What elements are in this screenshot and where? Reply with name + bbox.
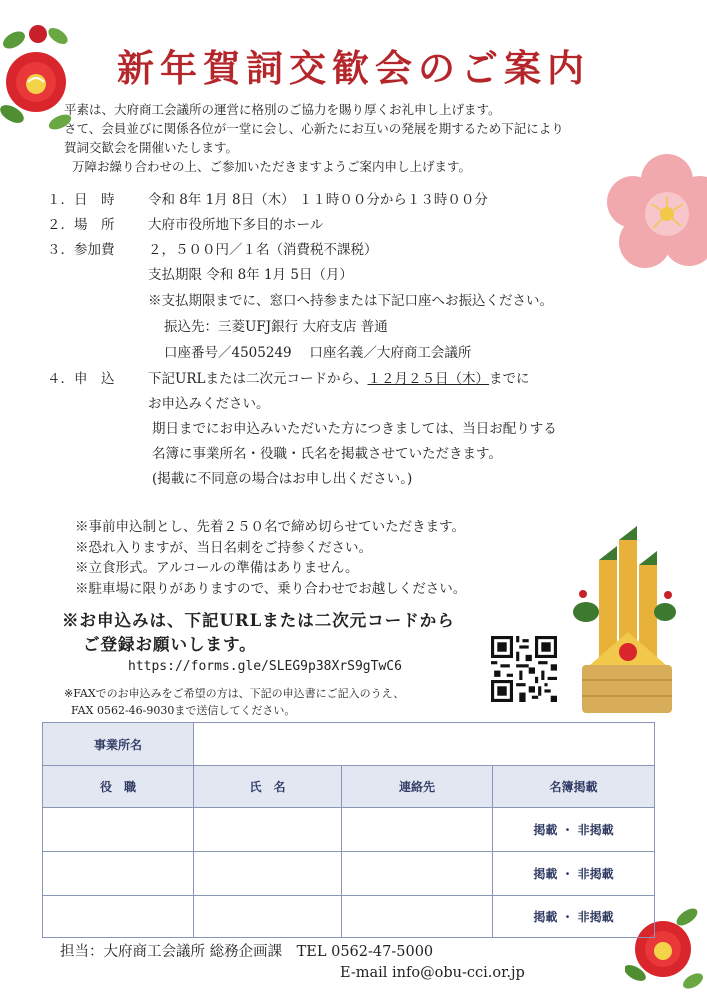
position-field[interactable] [43, 852, 194, 896]
apply-line-4: 名簿に事業所名・役職・氏名を掲載させていただきます。 [152, 446, 502, 462]
apply-line-2: お申込みください。 [148, 396, 270, 412]
apply-line-5: (掲載に不同意の場合はお申し出ください。) [152, 471, 413, 487]
table-row [43, 808, 655, 852]
account-info: 口座番号／4505249 口座名義／大府商工会議所 [164, 345, 472, 361]
listing-header: 名簿掲載 [493, 766, 655, 808]
intro-text: 平素は、大府商工会議所の運営に格別のご協力を賜り厚くお礼申し上げます。 さて、会員並びに関係各位が一堂に会し、心新たにお互いの発展を期するため下記により 賀詞交歓会を開催いたします。 万障お繰り合わせの上、ご参加いただきますようご案内申し上げます。 [64, 102, 564, 174]
apply-line-3: 期日までにお申込みいただいた方につきましては、当日お配りする [152, 421, 557, 437]
note-item: ※駐車場に限りがありますので、乗り合わせでお越しください。 [75, 581, 467, 597]
table-row [43, 896, 655, 938]
apply-online-heading: ※お申込みは、下記URLまたは二次元コードから [62, 611, 455, 630]
application-form-table [42, 722, 655, 938]
listing-option[interactable]: 掲載 ・ 非掲載 [493, 852, 655, 896]
note-item: ※事前申込制とし、先着２５０名で締め切らせていただきます。 [75, 519, 466, 535]
payment-deadline: 支払期限 令和 8年 1月 5日（月） [148, 267, 353, 283]
name-field[interactable] [194, 852, 342, 896]
note-item: ※恐れ入りますが、当日名刺をご持参ください。 [75, 540, 372, 556]
bank-info: 振込先：三菱UFJ銀行 大府支店 普通 [164, 319, 388, 335]
office-label: 事業所名 [43, 723, 194, 766]
fee-label: ３．参加費 [47, 242, 115, 258]
listing-option[interactable]: 掲載 ・ 非掲載 [493, 896, 655, 938]
position-field[interactable] [43, 896, 194, 938]
listing-option[interactable]: 掲載 ・ 非掲載 [493, 808, 655, 852]
plum-blossom-icon [605, 152, 707, 277]
name-field[interactable] [194, 896, 342, 938]
payment-note: ※支払期限までに、窓口へ持参または下記口座へお振込ください。 [148, 293, 553, 309]
date-value: 令和 8年 1月 8日（木） １１時００分から１３時００分 [148, 192, 488, 208]
contact-info: 担当：大府商工会議所 総務企画課 TEL 0562-47-5000 [60, 944, 434, 960]
date-label: １．日 時 [47, 192, 115, 208]
kadomatsu-icon [572, 520, 677, 715]
application-url-link[interactable]: https://forms.gle/SLEG9p38XrS9gTwC6 [128, 659, 402, 674]
fee-value: ２，５００円／１名（消費税不課税） [148, 242, 378, 258]
contact-field[interactable] [342, 896, 493, 938]
fax-note: ※FAXでのお申込みをご希望の方は、下記の申込書にご記入のうえ、 FAX 0562-46-9030まで送信してください。 [64, 687, 405, 717]
contact-header: 連絡先 [342, 766, 493, 808]
place-label: ２．場 所 [47, 217, 115, 233]
table-row [43, 852, 655, 896]
email-info: E-mail info@obu-cci.or.jp [340, 965, 525, 981]
contact-field[interactable] [342, 852, 493, 896]
name-field[interactable] [194, 808, 342, 852]
qr-code[interactable] [491, 636, 557, 702]
position-header: 役 職 [43, 766, 194, 808]
place-value: 大府市役所地下多目的ホール [148, 217, 324, 233]
position-field[interactable] [43, 808, 194, 852]
apply-online-subheading: ご登録お願いします。 [83, 635, 257, 654]
page-title: 新年賀詞交歓会のご案内 [117, 46, 590, 90]
note-item: ※立食形式。アルコールの準備はありません。 [75, 560, 359, 576]
apply-deadline: １２月２５日（木） [367, 371, 490, 387]
apply-line-1: 下記URLまたは二次元コードから、１２月２５日（木）までに [148, 371, 530, 387]
office-field[interactable] [194, 723, 655, 766]
name-header: 氏 名 [194, 766, 342, 808]
contact-field[interactable] [342, 808, 493, 852]
apply-label: ４．申 込 [47, 371, 115, 387]
